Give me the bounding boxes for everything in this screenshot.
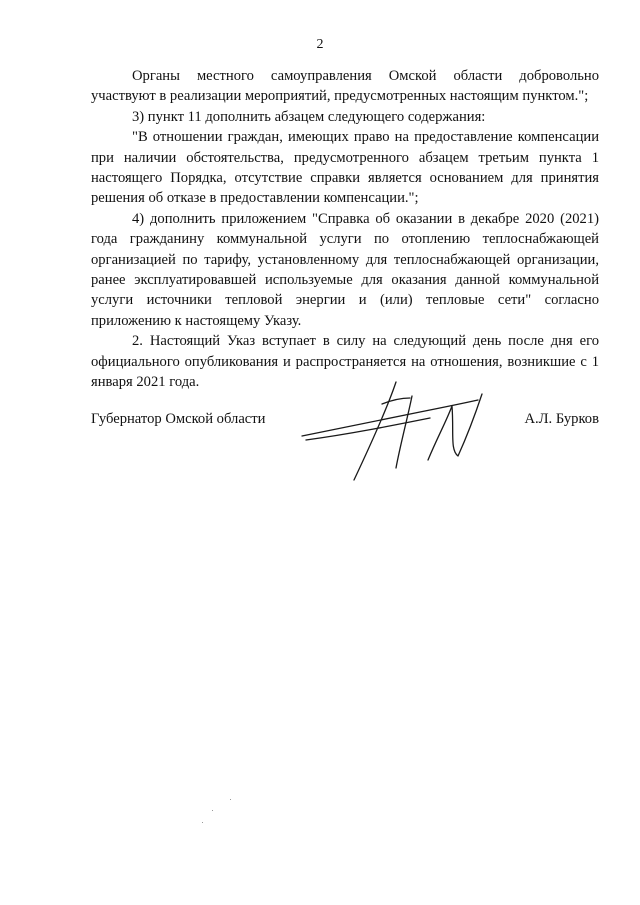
scan-speck <box>230 799 231 800</box>
paragraph: 4) дополнить приложением "Справка об оказании в декабре 2020 (2021) года гражданину коммунальной услуги по отоплению теплоснабжающей организацией по тарифу, установленному для теплоснабжающей организации, ранее эксплуатировавшей используемые для оказания данной коммунальной услуги источники тепловой энергии и (или) тепловые сети" согласно приложению к настоящему Указу. <box>91 210 599 329</box>
paragraph: 3) пункт 11 дополнить абзацем следующего содержания: <box>132 108 486 125</box>
scan-speck <box>202 822 203 823</box>
document-body <box>91 66 599 393</box>
scan-speck <box>212 810 213 811</box>
signatory-title: Губернатор Омской области <box>91 411 266 427</box>
page-number: 2 <box>316 37 324 52</box>
paragraph: "В отношении граждан, имеющих право на предоставление компенсации при наличии обстоятельства, предусмотренного абзацем третьим пункта 1 настоящего Порядка, отсутствие справки является основанием для принятия решения об отказе в предоставлении компенсации."; <box>91 129 599 207</box>
paragraph: 2. Настоящий Указ вступает в силу на следующий день после дня его официального опубликования и распространяется на отношения, возникшие с 1 января 2021 года. <box>91 333 599 391</box>
paragraph: Органы местного самоуправления Омской области добровольно участвуют в реализации мероприятий, предусмотренных настоящим пунктом."; <box>91 68 599 105</box>
handwritten-signature <box>300 376 500 486</box>
signatory-name: А.Л. Бурков <box>524 411 599 427</box>
